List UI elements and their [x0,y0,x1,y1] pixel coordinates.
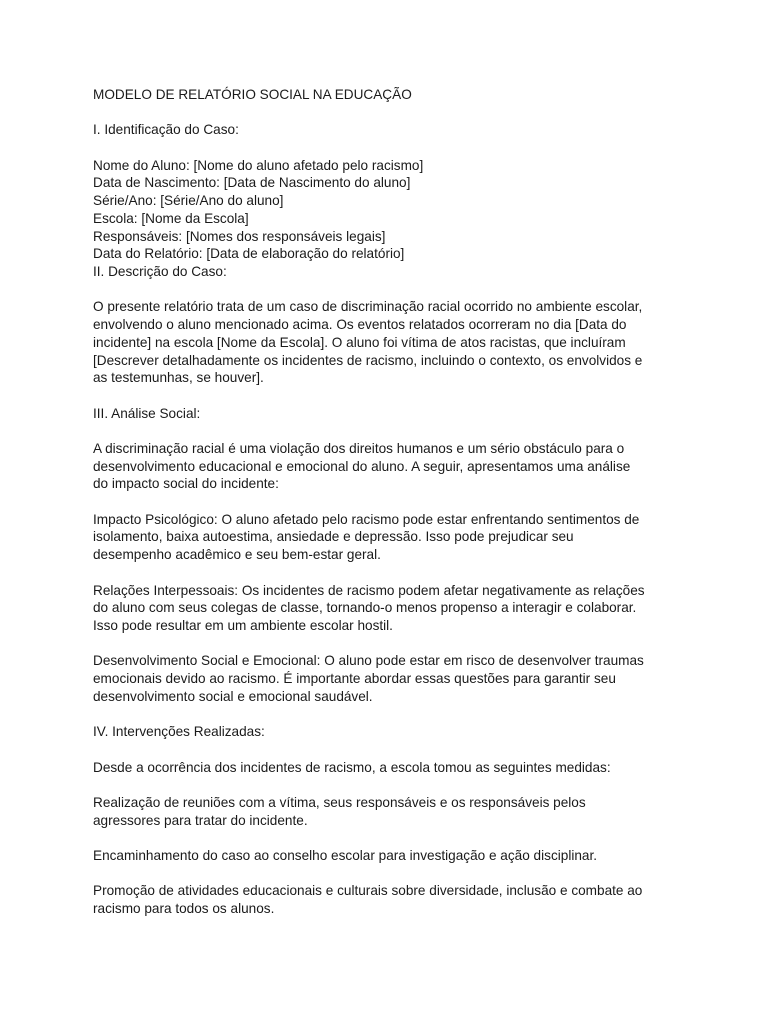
promocao-paragraph [93,882,683,917]
spacer [93,635,683,653]
paragraph-line: desenvolvimento social e emocional saudável. [93,688,373,704]
field-serie-ano: Série/Ano: [Série/Ano do aluno] [93,193,284,209]
paragraph-line: Desde a ocorrência dos incidentes de racismo, a escola tomou as seguintes medidas: [93,759,611,775]
spacer [93,387,683,405]
paragraph-line: isolamento, baixa autoestima, ansiedade e depressão. Isso pode prejudicar seu [93,529,574,545]
paragraph-line: A discriminação racial é uma violação dos direitos humanos e um sério obstáculo para o [93,440,625,456]
section-heading-analise: III. Análise Social: [93,405,201,421]
paragraph-line: [Descrever detalhadamente os incidentes de racismo, incluindo o contexto, os envolvidos e [93,352,643,368]
paragraph-line: Encaminhamento do caso ao conselho escolar para investigação e ação disciplinar. [93,848,598,864]
encaminhamento-paragraph [93,847,683,865]
paragraph-line: Promoção de atividades educacionais e culturais sobre diversidade, inclusão e combate ao [93,883,643,899]
document-page [93,86,683,918]
paragraph-line: Realização de reuniões com a vítima, seus responsáveis e os responsáveis pelos [93,794,586,810]
field-nome-aluno: Nome do Aluno: [Nome do aluno afetado pelo racismo] [93,157,424,173]
spacer [93,104,683,122]
spacer [93,705,683,723]
analise-intro-paragraph [93,440,683,493]
section-heading-descricao: II. Descrição do Caso: [93,264,227,279]
spacer [93,139,683,157]
spacer [93,829,683,847]
paragraph-line: agressores para tratar do incidente. [93,812,308,828]
relacoes-interpessoais-paragraph [93,582,683,635]
paragraph-line: Isso pode resultar em um ambiente escolar hostil. [93,617,393,633]
field-responsaveis: Responsáveis: [Nomes dos responsáveis legais] [93,228,386,244]
intervencoes-intro-paragraph [93,759,683,777]
paragraph-line: desenvolvimento educacional e emocional do aluno. A seguir, apresentamos uma análise [93,458,631,474]
spacer [93,776,683,794]
section-heading-identificacao: I. Identificação do Caso: [93,122,239,138]
identificacao-fields [93,157,683,263]
spacer [93,422,683,440]
paragraph-line: Desenvolvimento Social e Emocional: O aluno pode estar em risco de desenvolver traumas [93,653,644,669]
spacer [93,865,683,883]
paragraph-line: do impacto social do incidente: [93,476,279,492]
desenvolvimento-social-paragraph [93,652,683,705]
paragraph-line: O presente relatório trata de um caso de discriminação racial ocorrido no ambiente escolar, [93,299,643,315]
reunioes-paragraph [93,794,683,829]
paragraph-line: do aluno com seus colegas de classe, tornando-o menos propenso a interagir e colaborar. [93,600,637,616]
spacer [93,493,683,511]
descricao-paragraph [93,298,683,387]
impacto-psicologico-paragraph [93,511,683,564]
paragraph-line: emocionais devido ao racismo. É importante abordar essas questões para garantir seu [93,671,616,687]
spacer [93,741,683,759]
field-data-relatorio: Data do Relatório: [Data de elaboração do relatório] [93,246,405,262]
section-heading-intervencoes: IV. Intervenções Realizadas: [93,724,265,740]
document-title: MODELO DE RELATÓRIO SOCIAL NA EDUCAÇÃO [93,87,412,102]
paragraph-line: Relações Interpessoais: Os incidentes de racismo podem afetar negativamente as relações [93,582,645,598]
paragraph-line: envolvendo o aluno mencionado acima. Os eventos relatados ocorreram no dia [Data do [93,317,627,333]
paragraph-line: incidente] na escola [Nome da Escola]. O aluno foi vítima de atos racistas, que incluíram [93,334,626,350]
paragraph-line: as testemunhas, se houver]. [93,370,264,386]
paragraph-line: desempenho acadêmico e seu bem-estar geral. [93,547,381,563]
field-escola: Escola: [Nome da Escola] [93,210,249,226]
spacer [93,281,683,299]
paragraph-line: Impacto Psicológico: O aluno afetado pelo racismo pode estar enfrentando sentimentos de [93,511,640,527]
paragraph-line: racismo para todos os alunos. [93,901,275,917]
field-data-nascimento: Data de Nascimento: [Data de Nascimento do aluno] [93,175,411,191]
spacer [93,564,683,582]
